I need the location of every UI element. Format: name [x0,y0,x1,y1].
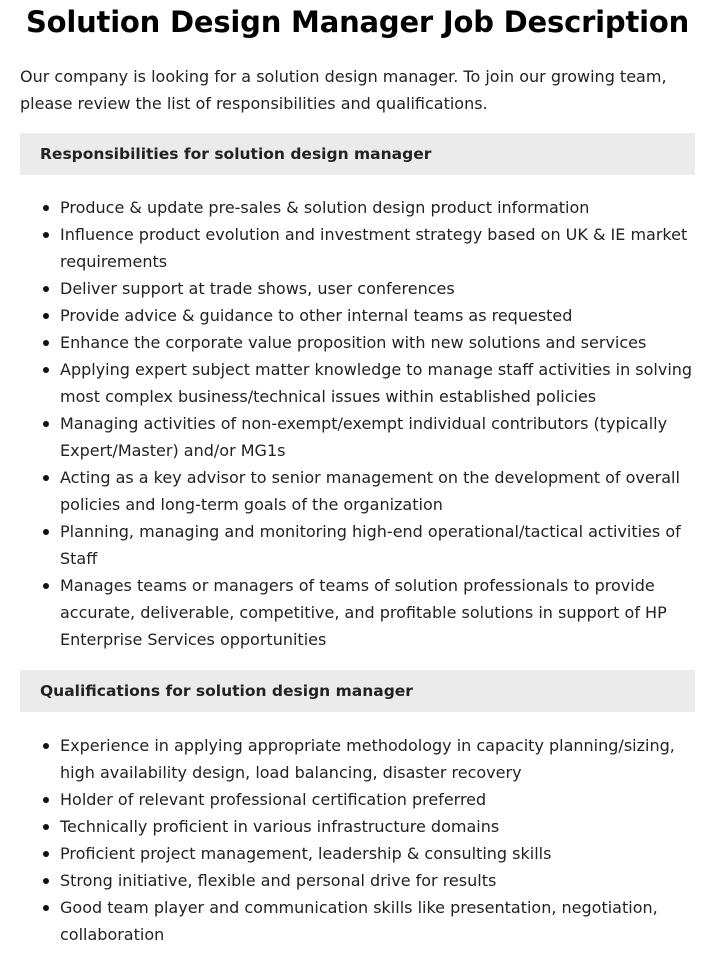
page-title: Solution Design Manager Job Description [25,5,690,39]
qualifications-list [20,732,695,948]
list-item: Technically proficient in various infrastructure domains [60,813,695,840]
list-item: Proficient project management, leadership & consulting skills [60,840,695,867]
responsibilities-list [20,194,695,653]
list-item: Produce & update pre-sales & solution design product information [60,194,695,221]
list-item: Deliver support at trade shows, user conferences [60,275,695,302]
list-item: Influence product evolution and investment strategy based on UK & IE market requirements [60,221,695,275]
responsibilities-heading: Responsibilities for solution design manager [20,133,695,175]
list-item: Acting as a key advisor to senior management on the development of overall policies and long-term goals of the organization [60,464,695,518]
list-item: Managing activities of non-exempt/exempt individual contributors (typically Expert/Master) and/or MG1s [60,410,695,464]
list-item: Experience in applying appropriate methodology in capacity planning/sizing, high availability design, load balancing, disaster recovery [60,732,695,786]
list-item: Holder of relevant professional certification preferred [60,786,695,813]
list-item: Strong initiative, flexible and personal drive for results [60,867,695,894]
list-item: Enhance the corporate value proposition with new solutions and services [60,329,695,356]
list-item: Good team player and communication skills like presentation, negotiation, collaboration [60,894,695,948]
intro-paragraph: Our company is looking for a solution design manager. To join our growing team, please review the list of responsibilities and qualifications. [20,67,667,113]
list-item: Provide advice & guidance to other internal teams as requested [60,302,695,329]
list-item: Applying expert subject matter knowledge to manage staff activities in solving most complex business/technical issues within established policies [60,356,695,410]
list-item: Manages teams or managers of teams of solution professionals to provide accurate, deliverable, competitive, and profitable solutions in support of HP Enterprise Services opportunities [60,572,695,653]
list-item: Planning, managing and monitoring high-end operational/tactical activities of Staff [60,518,695,572]
qualifications-heading: Qualifications for solution design manager [20,670,695,712]
